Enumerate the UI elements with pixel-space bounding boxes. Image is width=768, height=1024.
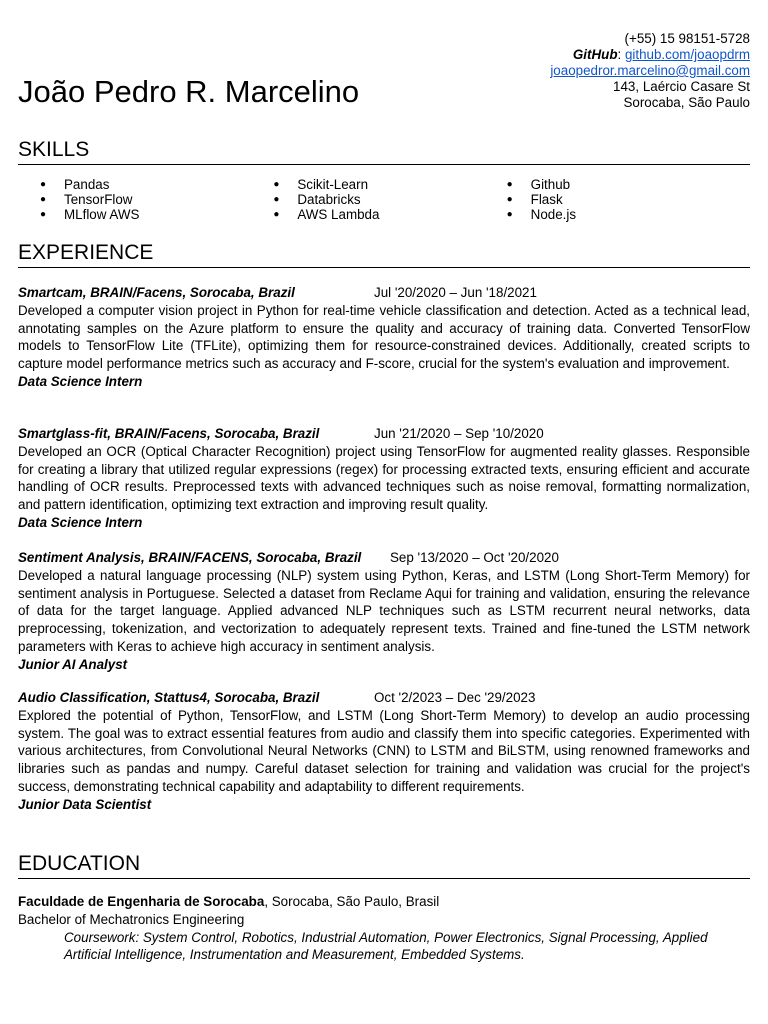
skill-item: ● MLflow AWS xyxy=(40,207,273,222)
job-dates: Oct '2/2023 – Dec '29/2023 xyxy=(374,690,536,705)
skill-item: ● Node.js xyxy=(507,207,740,222)
education-heading: EDUCATION xyxy=(18,851,750,879)
school-name: Faculdade de Engenharia de Sorocaba xyxy=(18,894,265,909)
address-city: Sorocaba, São Paulo xyxy=(623,95,750,110)
skill-item: ● Databricks xyxy=(273,192,506,207)
skill-item: ● Scikit-Learn xyxy=(273,177,506,192)
job-description: Developed an OCR (Optical Character Recognition) project using TensorFlow for augmented reality glasses. Responsible for creating a library that utilized regular expressions (regex) for processing extracted texts, ensuring efficient and accurate handling of OCR results. Preprocessed texts with advanced techniques such as noise removal, formatting normalization, and pattern identification, optimizing text extraction and improving result quality. xyxy=(18,443,750,513)
github-label: GitHub xyxy=(572,47,618,62)
job-role: Junior AI Analyst xyxy=(18,656,128,672)
job-company: Sentiment Analysis, BRAIN/FACENS, Sorocaba, Brazil xyxy=(18,550,362,565)
job-company: Audio Classification, Stattus4, Sorocaba, Brazil xyxy=(18,690,320,705)
candidate-name: João Pedro R. Marcelino xyxy=(18,74,360,109)
job-entry xyxy=(18,689,750,814)
skills-column xyxy=(40,177,273,223)
phone-number: (+55) 15 98151-5728 xyxy=(624,31,750,46)
education-entry xyxy=(18,893,750,964)
skill-item: ● Github xyxy=(507,177,740,192)
job-entry xyxy=(18,284,750,391)
skills-list xyxy=(40,177,740,223)
job-role: Junior Data Scientist xyxy=(18,796,152,812)
github-separator: : xyxy=(617,47,625,62)
job-dates: Sep '13/2020 – Oct '20/2020 xyxy=(390,550,559,565)
address-street: 143, Laércio Casare St xyxy=(613,79,750,94)
skill-item: ● AWS Lambda xyxy=(273,207,506,222)
job-entry xyxy=(18,425,750,532)
experience-heading: EXPERIENCE xyxy=(18,240,750,268)
job-role: Data Science Intern xyxy=(18,373,143,389)
github-link[interactable]: github.com/joaopdrm xyxy=(624,47,750,62)
job-entry xyxy=(18,549,750,674)
skills-column xyxy=(273,177,506,223)
coursework: Coursework: System Control, Robotics, Industrial Automation, Power Electronics, Signal Processing, Applied Artificial Intelligence, Instrumentation and Measurement, Embedded Systems. xyxy=(64,929,708,963)
job-dates: Jul '20/2020 – Jun '18/2021 xyxy=(374,285,537,300)
job-dates: Jun '21/2020 – Sep '10/2020 xyxy=(374,426,544,441)
job-company: Smartcam, BRAIN/Facens, Sorocaba, Brazil xyxy=(18,285,295,300)
skills-column xyxy=(507,177,740,223)
skill-item: ● Pandas xyxy=(40,177,273,192)
job-description: Explored the potential of Python, TensorFlow, and LSTM (Long Short-Term Memory) to develop an audio processing system. The goal was to extract essential features from audio and classify them into specific categories. Experimented with various architectures, from Convolutional Neural Networks (CNN) to LSTM and BiLSTM, using renowned frameworks and libraries such as pandas and numpy. Careful dataset selection for training and validation was crucial for the project's success, demonstrating technical capability and adaptability to different requirements. xyxy=(18,707,750,794)
skill-item: ● Flask xyxy=(507,192,740,207)
job-company: Smartglass-fit, BRAIN/Facens, Sorocaba, Brazil xyxy=(18,426,320,441)
job-description: Developed a computer vision project in Python for real-time vehicle classification and detection. Acted as a technical lead, annotating samples on the Azure platform to ensure the quality and accuracy of training data. Converted TensorFlow models to TensorFlow Lite (TFLite), optimizing them for resource-constrained devices. Additionally, created scripts to capture model performance metrics such as accuracy and F-score, crucial for the system's evaluation and improvement. xyxy=(18,302,750,372)
skills-heading: SKILLS xyxy=(18,137,750,165)
contact-block xyxy=(550,31,750,111)
job-role: Data Science Intern xyxy=(18,514,143,530)
email-link[interactable]: joaopedror.marcelino@gmail.com xyxy=(550,63,750,78)
degree: Bachelor of Mechatronics Engineering xyxy=(18,911,245,927)
school-location: , Sorocaba, São Paulo, Brasil xyxy=(264,894,440,909)
skill-item: ● TensorFlow xyxy=(40,192,273,207)
job-description: Developed a natural language processing (NLP) system using Python, Keras, and LSTM (Long Short-Term Memory) for sentiment analysis in Portuguese. Selected a dataset from Reclame Aqui for training and validation, ensuring the relevance of data for the target language. Applied advanced NLP techniques such as LSTM recurrent neural networks, data preprocessing, tokenization, and vectorization to adequately represent texts. Trained and fine-tuned the LSTM network parameters with Keras to achieve high accuracy in sentiment analysis. xyxy=(18,567,750,654)
github-line xyxy=(550,47,750,63)
